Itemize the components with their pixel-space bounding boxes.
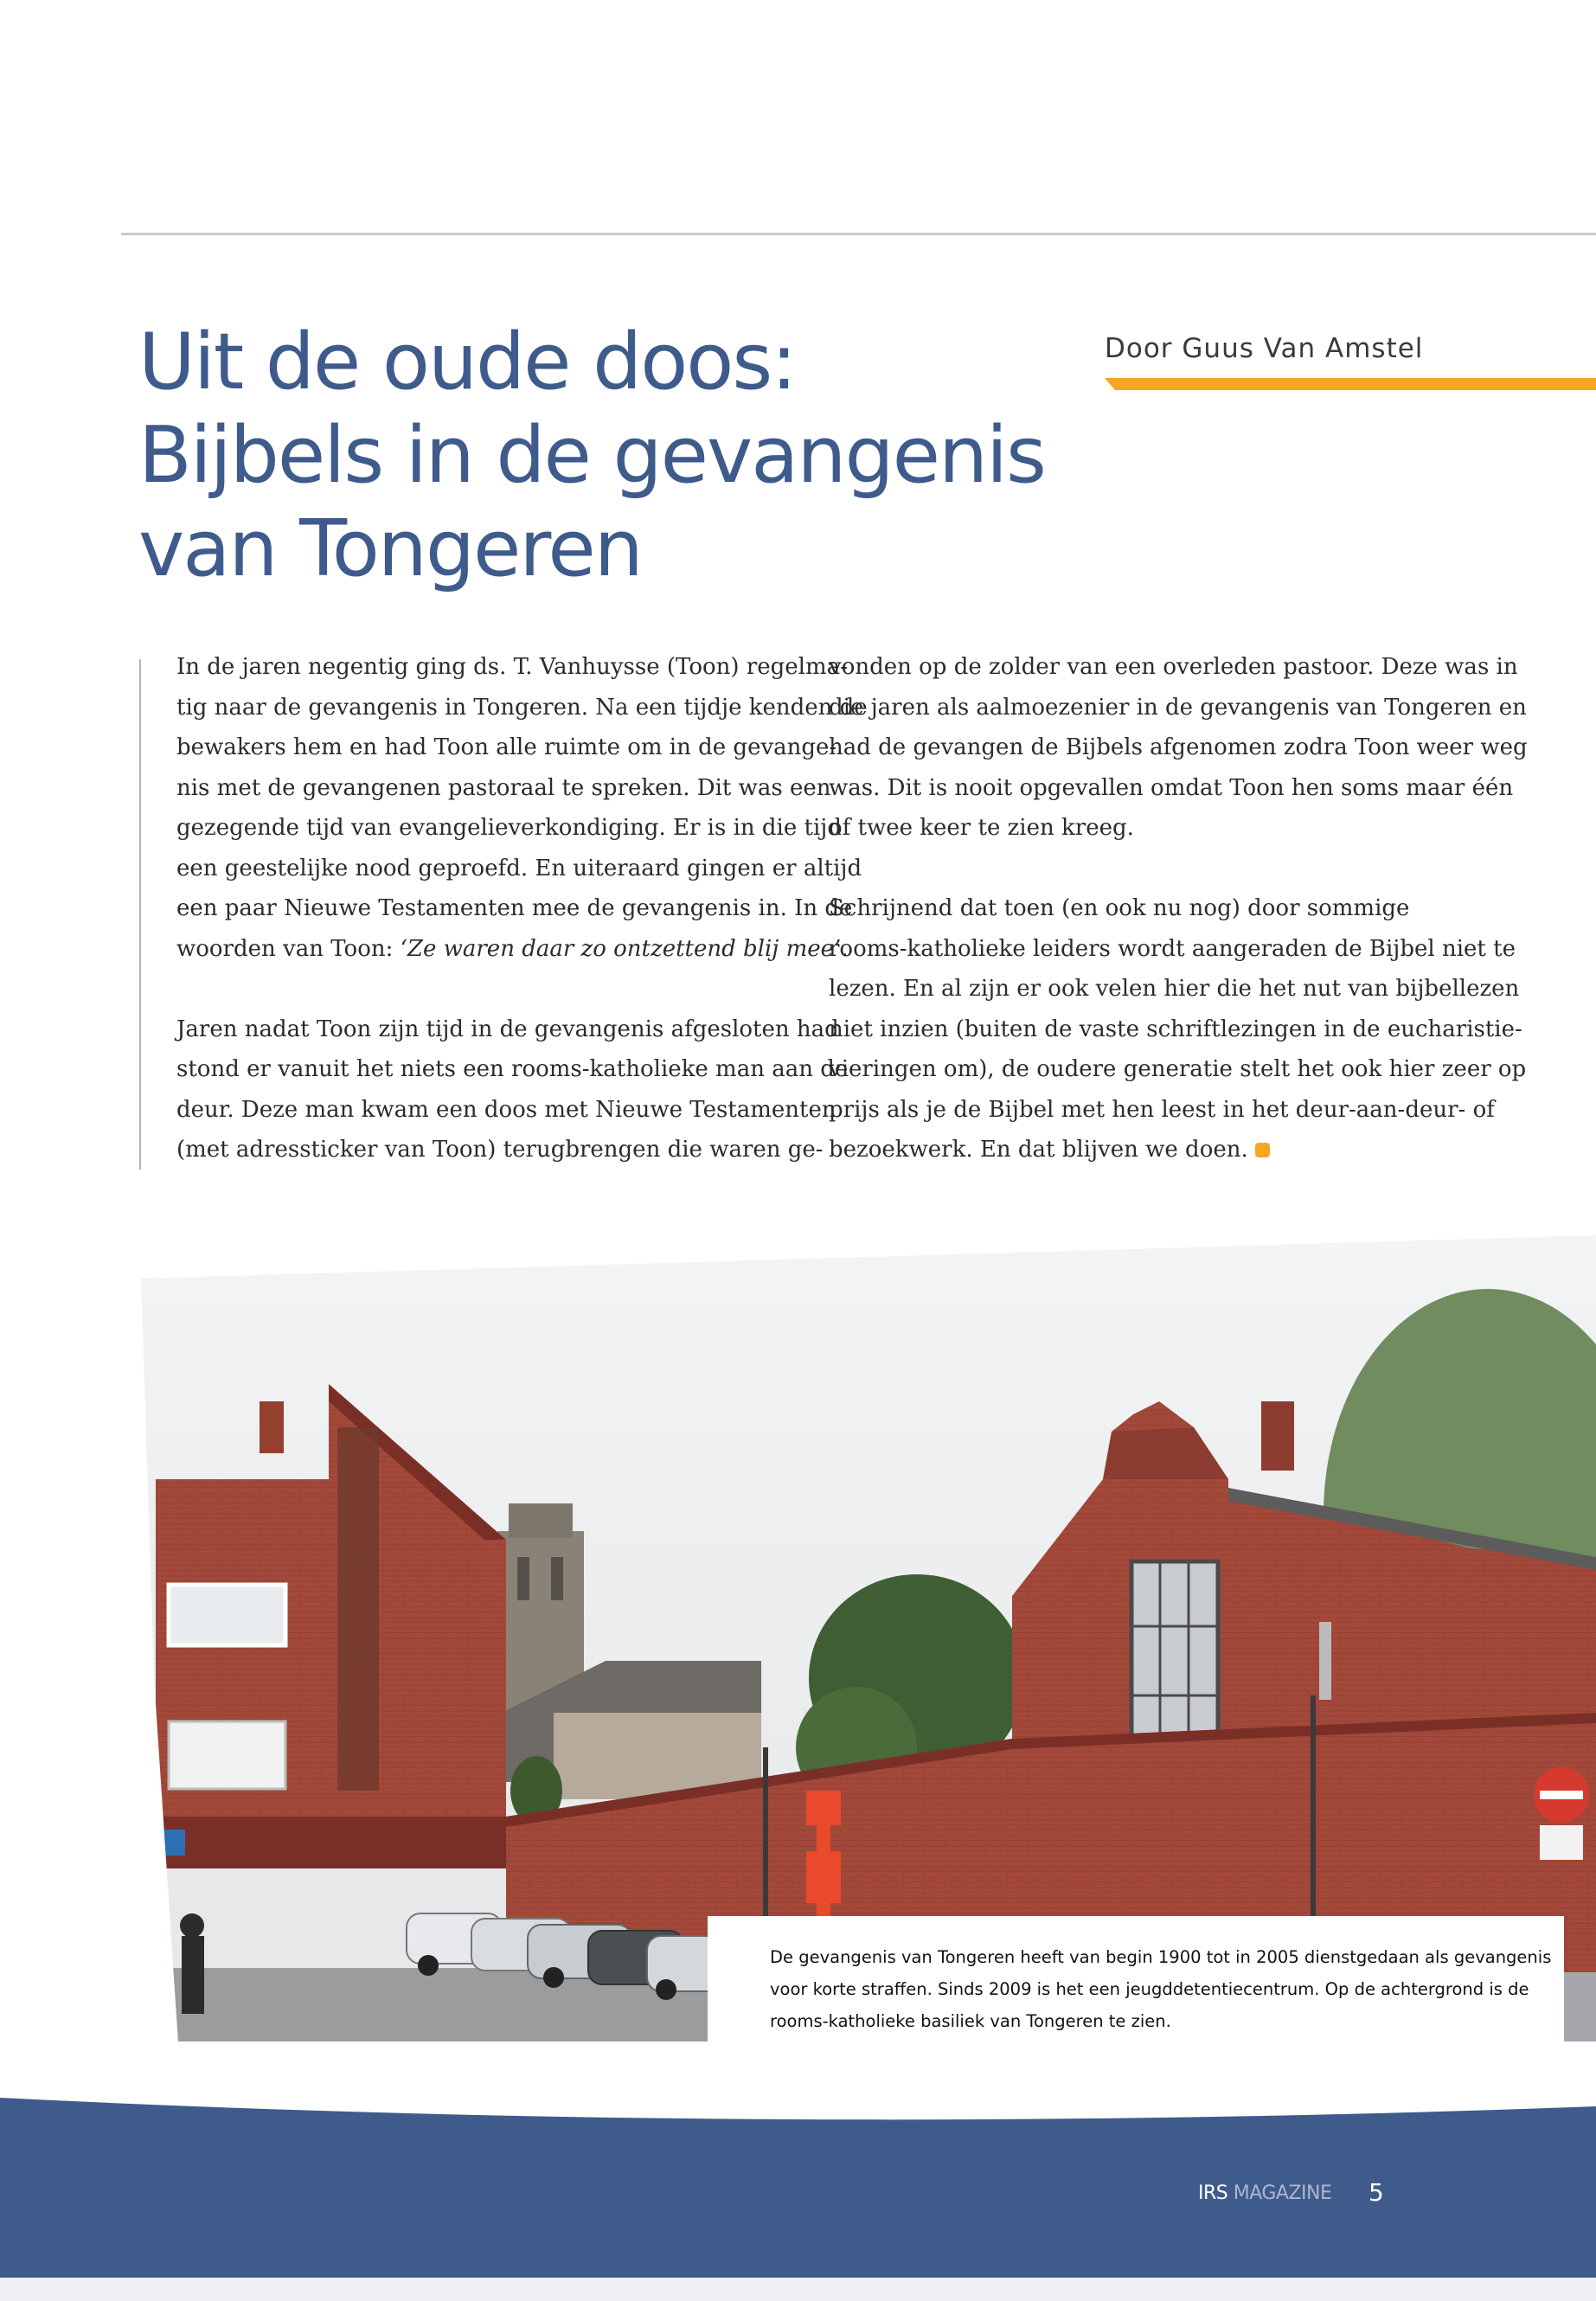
text-line: bewakers hem en had Toon alle ruimte om in de gevange- [176, 734, 837, 760]
brand-light: MAGAZINE [1227, 2182, 1332, 2204]
paragraph [829, 647, 1528, 849]
text-line: Schrijnend dat toen (en ook nu nog) door sommige [829, 895, 1410, 921]
text-line: lezen. En al zijn er ook velen hier die het nut van bijbellezen [829, 976, 1520, 1002]
text-line: tig naar de gevangenis in Tongeren. Na een tijdje kenden de [176, 694, 868, 721]
text-line: een geestelijke nood geproefd. En uiteraard gingen er altijd [176, 855, 862, 881]
text-line: Jaren nadat Toon zijn tijd in de gevangenis afgesloten had [176, 1016, 839, 1042]
paragraph [176, 1009, 849, 1170]
photo-caption [770, 1941, 1552, 2037]
text-line: In de jaren negentig ging ds. T. Vanhuysse (Toon) regelma- [176, 654, 848, 680]
byline: Door Guus Van Amstel [1105, 333, 1424, 364]
paragraph [176, 647, 868, 969]
brand-bold: IRS [1198, 2182, 1228, 2204]
article-title [138, 316, 1045, 596]
body-column-left [176, 647, 868, 1170]
title-line-1: Uit de oude doos: [138, 317, 796, 407]
text-line: stond er vanuit het niets een rooms-katholieke man aan de [176, 1056, 849, 1082]
text-line-end: bezoekwerk. En dat blijven we doen. [829, 1137, 1248, 1163]
text-line: vieringen om), de oudere generatie stelt het ook hier zeer op [829, 1056, 1527, 1082]
caption-line: rooms-katholieke basiliek van Tongeren te zien. [770, 2011, 1171, 2031]
text-line: deur. Deze man kwam een doos met Nieuwe Testamenten [176, 1096, 836, 1123]
quote: ‘Ze waren daar zo ontzettend blij mee’. [400, 935, 849, 962]
text-line: was. Dit is nooit opgevallen omdat Toon hen soms maar één [829, 774, 1514, 801]
title-line-2: Bijbels in de gevangenis [138, 410, 1045, 501]
text-line-prefix: woorden van Toon: [176, 935, 401, 962]
footer-band [0, 2089, 1596, 2301]
body-column-right [829, 647, 1528, 1170]
text-line: een paar Nieuwe Testamenten mee de gevangenis in. In de [176, 895, 853, 921]
caption-line: voor korte straffen. Sinds 2009 is het een jeugddetentiecentrum. Op de achtergrond is de [770, 1979, 1529, 1999]
end-of-article-icon [1255, 1143, 1270, 1157]
magazine-name [1198, 2182, 1331, 2204]
byline-underline [1105, 378, 1596, 390]
text-line: (met adressticker van Toon) terugbrengen die waren ge- [176, 1137, 824, 1163]
text-line: had de gevangen de Bijbels afgenomen zodra Toon weer weg [829, 734, 1528, 760]
text-line: nis met de gevangenen pastoraal te spreken. Dit was een [176, 774, 831, 801]
caption-line: De gevangenis van Tongeren heeft van begin 1900 tot in 2005 dienstgedaan als gevangenis [770, 1947, 1552, 1967]
title-line-3: van Tongeren [138, 503, 642, 594]
text-line: rooms-katholieke leiders wordt aangeraden de Bijbel niet te [829, 935, 1516, 962]
page-number: 5 [1368, 2178, 1384, 2207]
text-line: prijs als je de Bijbel met hen leest in het deur-aan-deur- of [829, 1096, 1495, 1123]
text-line [829, 1130, 1452, 1170]
text-line [176, 929, 849, 970]
text-line: niet inzien (buiten de vaste schriftlezingen in de eucharistie- [829, 1016, 1522, 1042]
text-line: gezegende tijd van evangelieverkondiging. Er is in die tijd [176, 815, 842, 841]
text-line: of twee keer te zien kreeg. [829, 815, 1134, 841]
column-rule [139, 659, 141, 1170]
text-line: die jaren als aalmoezenier in de gevangenis van Tongeren en [829, 694, 1527, 721]
paragraph [829, 888, 1527, 1170]
text-line: vonden op de zolder van een overleden pastoor. Deze was in [829, 654, 1518, 680]
top-rule [121, 233, 1596, 235]
